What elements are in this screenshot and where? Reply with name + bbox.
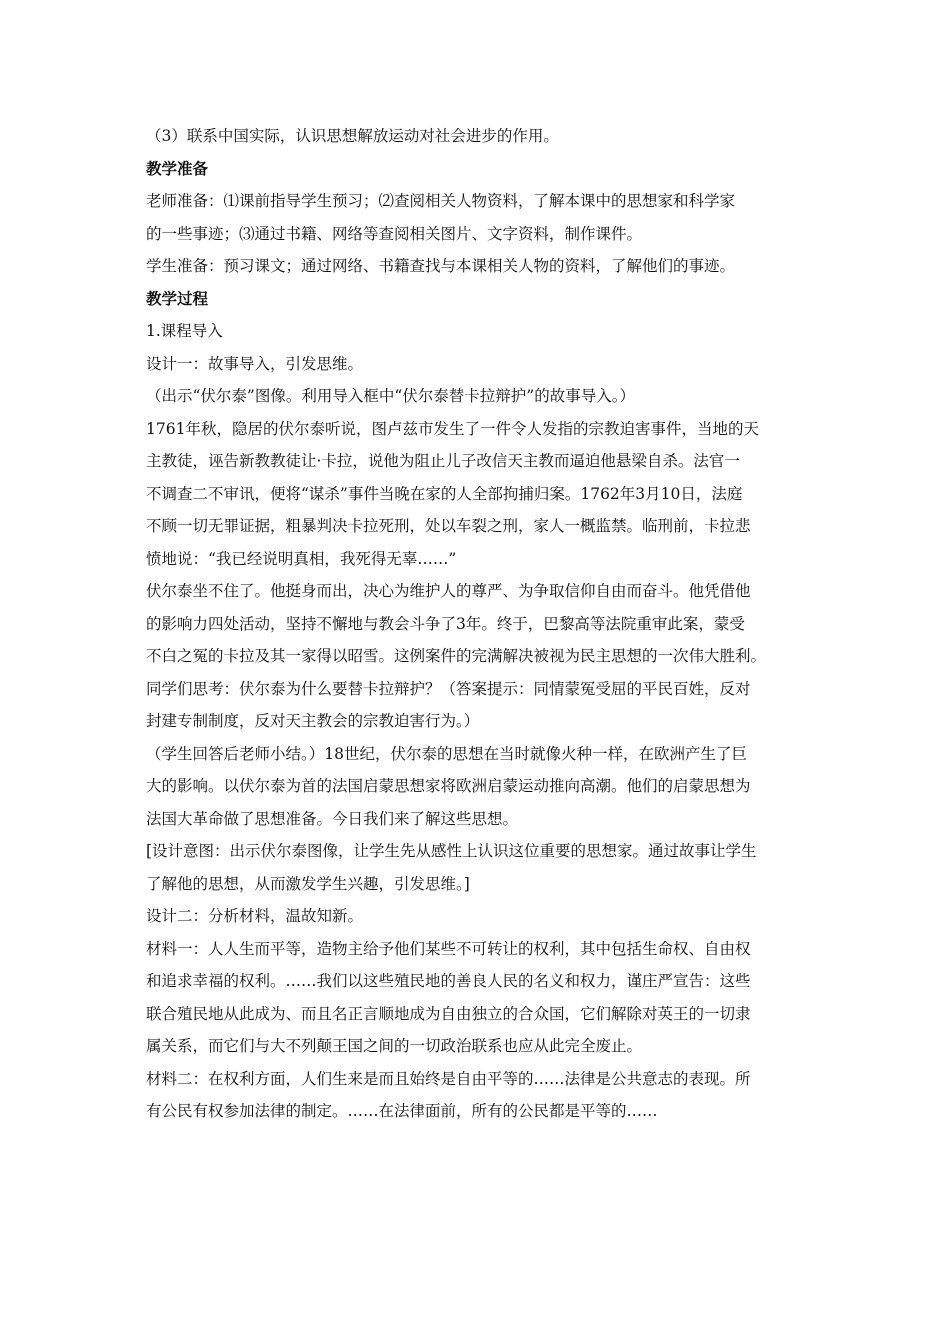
document-page — [146, 120, 810, 1128]
teacher-prep-line-2: 的一些事迹；⑶通过书籍、网络等查阅相关图片、文字资料，制作课件。 — [146, 224, 643, 243]
intent-line: [设计意图：出示伏尔泰图像，让学生先从感性上认识这位重要的思想家。通过故事让学生 — [146, 842, 757, 860]
story-line: 不调查二不审讯，便将“谋杀”事件当晚在家的人全部拘捕归案。1762年3月10日，法庭 — [146, 484, 743, 503]
heading-process: 教学过程 — [146, 289, 209, 308]
intent-line: 了解他的思想，从而激发学生兴趣，引发思维。] — [146, 874, 470, 893]
story-line: 主教徒，诬告新教教徒让·卡拉，说他为阻止儿子改信天主教而逼迫他悬梁自杀。法官一 — [146, 452, 740, 470]
voltaire-line: 伏尔泰坐不住了。他挺身而出，决心为维护人的尊严、为争取信仰自由而奋斗。他凭借他 — [146, 582, 751, 600]
summary-line: 大的影响。以伏尔泰为首的法国启蒙思想家将欧洲启蒙运动推向高潮。他们的启蒙思想为 — [146, 777, 751, 795]
heading-preparation: 教学准备 — [146, 159, 209, 178]
story-line: 愤地说：“我已经说明真相，我死得无辜……” — [146, 549, 457, 568]
story-line: 不顾一切无罪证据，粗暴判决卡拉死刑，处以车裂之刑，家人一概监禁。临刑前，卡拉悲 — [146, 517, 751, 535]
question-line: 同学们思考：伏尔泰为什么要替卡拉辩护？（答案提示：同情蒙冤受屈的平民百姓，反对 — [146, 679, 751, 698]
section-1-title: 1.课程导入 — [146, 322, 223, 340]
story-line: 1761年秋，隐居的伏尔泰听说，图卢兹市发生了一件令人发指的宗教迫害事件，当地的天 — [146, 419, 759, 438]
voltaire-line: 的影响力四处活动，坚持不懈地与教会斗争了3年。终于，巴黎高等法院重审此案，蒙受 — [146, 614, 745, 633]
material-1-line: 材料一：人人生而平等，造物主给予他们某些不可转让的权利，其中包括生命权、自由权 — [146, 939, 751, 958]
material-1-line: 属关系，而它们与大不列颠王国之间的一切政治联系也应从此完全废止。 — [146, 1037, 643, 1055]
material-1-line: 和追求幸福的权利。……我们以这些殖民地的善良人民的名义和权力，谨庄严宣告：这些 — [146, 972, 751, 990]
teacher-prep-line-1: 老师准备：⑴课前指导学生预习；⑵查阅相关人物资料，了解本课中的思想家和科学家 — [146, 192, 736, 210]
material-2-line: 有公民有权参加法律的制定。……在法律面前，所有的公民都是平等的…… — [146, 1102, 658, 1120]
question-line: 封建专制制度，反对天主教会的宗教迫害行为。） — [146, 712, 480, 730]
design-2-title: 设计二：分析材料，温故知新。 — [146, 907, 364, 925]
design-1-note: （出示“伏尔泰”图像。利用导入框中“伏尔泰替卡拉辩护”的故事导入。） — [146, 387, 635, 405]
material-2-line: 材料二：在权利方面，人们生来是而且始终是自由平等的……法律是公共意志的表现。所 — [146, 1069, 751, 1088]
summary-line: （学生回答后老师小结。）18世纪，伏尔泰的思想在当时就像火种一样，在欧洲产生了巨 — [146, 744, 747, 763]
summary-line: 法国大革命做了思想准备。今日我们来了解这些思想。 — [146, 809, 519, 828]
voltaire-line: 不白之冤的卡拉及其一家得以昭雪。这例案件的完满解决被视为民主思想的一次伟大胜利。 — [146, 647, 767, 665]
design-1-title: 设计一：故事导入，引发思维。 — [146, 354, 364, 373]
material-1-line: 联合殖民地从此成为、而且名正言顺地成为自由独立的合众国，它们解除对英王的一切隶 — [146, 1004, 751, 1023]
student-prep: 学生准备：预习课文；通过网络、书籍查找与本课相关人物的资料，了解他们的事迹。 — [146, 257, 736, 275]
objective-3: （3）联系中国实际，认识思想解放运动对社会进步的作用。 — [146, 127, 559, 145]
